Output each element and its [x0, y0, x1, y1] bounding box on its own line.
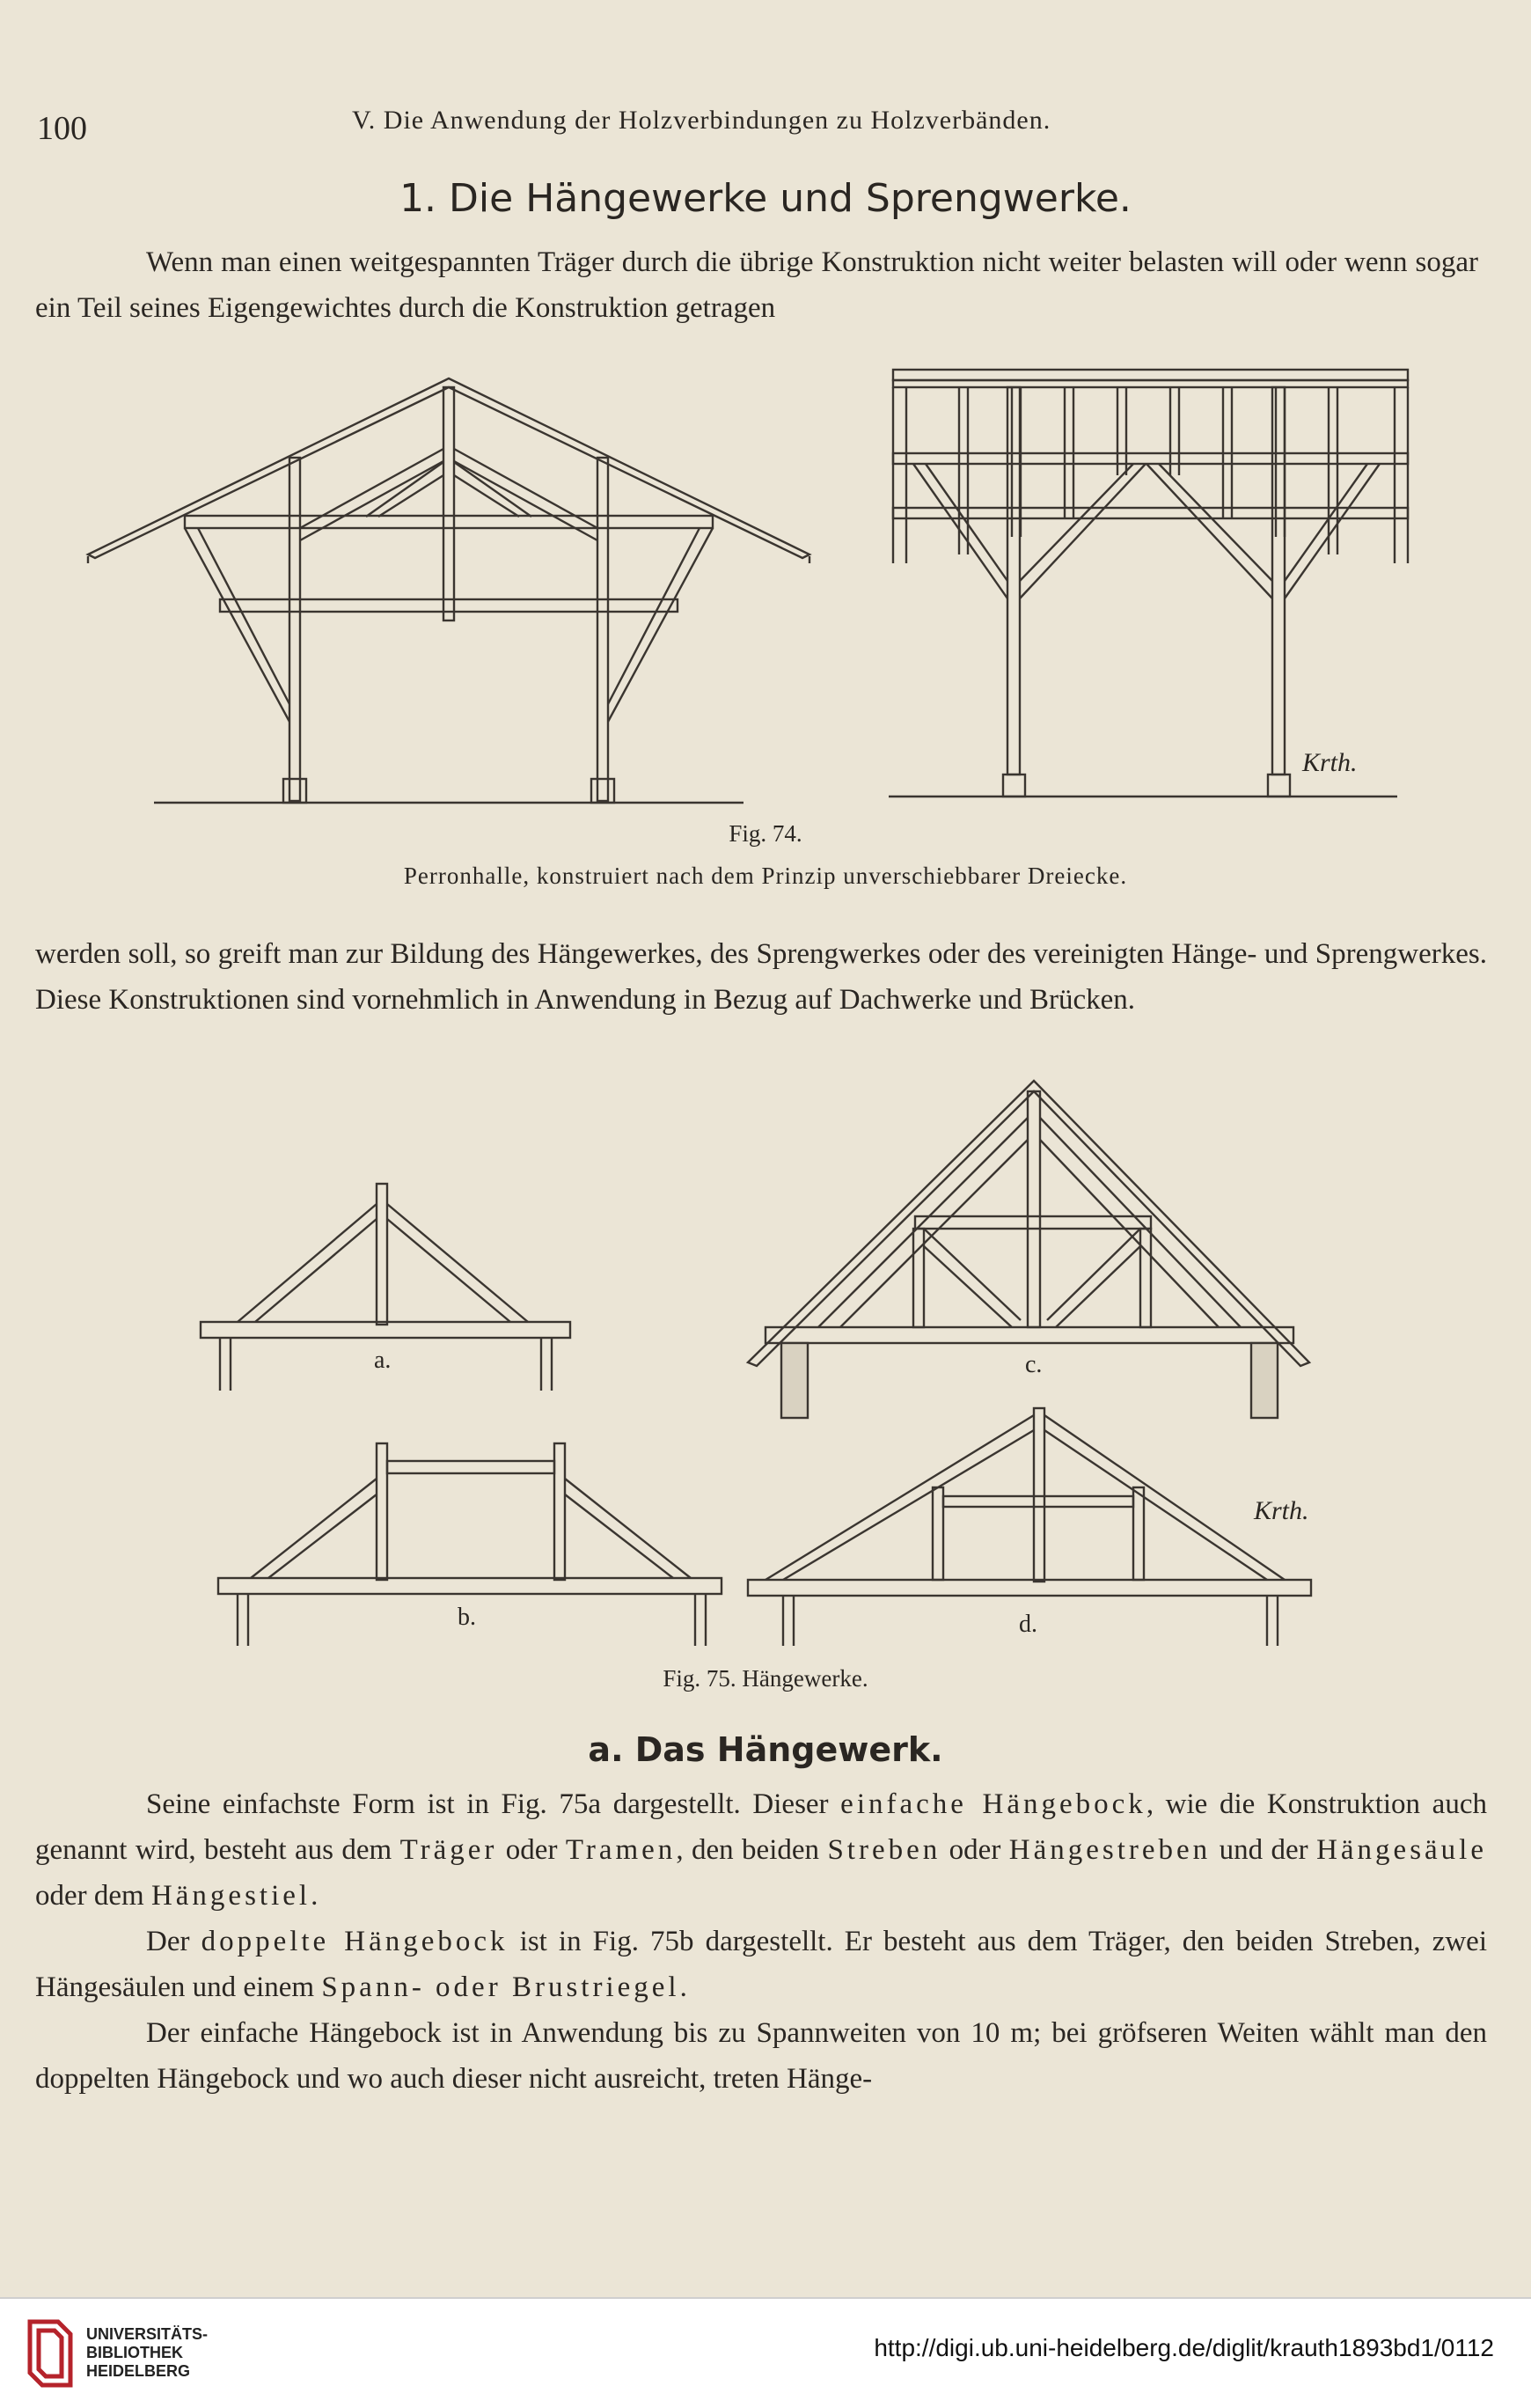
- p3-text: .: [311, 1880, 319, 1912]
- fig75a-label: a.: [374, 1347, 392, 1374]
- fig75-caption: Fig. 75. Hängewerke.: [663, 1665, 868, 1692]
- page-number: 100: [37, 110, 87, 147]
- term-spann-brustriegel: Spann- oder Brustriegel: [321, 1971, 680, 2003]
- term-haengestreben: Hängestreben: [1008, 1834, 1212, 1866]
- term-tramen: Tramen: [565, 1834, 677, 1866]
- library-name[interactable]: [86, 2325, 208, 2381]
- p3-text: , wie die Konstruktion auch genannt wird, besteht aus dem: [35, 1788, 1487, 1866]
- fig74-cross-section: [88, 378, 809, 803]
- fig75d-label: d.: [1019, 1611, 1037, 1638]
- term-haengesaeule: Hängesäule: [1316, 1834, 1487, 1866]
- p3-text: oder: [497, 1834, 566, 1866]
- fig75-signature: Krth.: [1254, 1496, 1309, 1525]
- paragraph-5: Der einfache Hängebock ist in Anwendung bis zu Spannweiten von 10 m; bei gröfseren Weiten wählt man den doppelten Hängebock und wo auch dieser nicht ausreicht, treten Hänge-: [35, 2017, 1487, 2095]
- term-traeger: Träger: [399, 1834, 498, 1866]
- paragraph-3: [35, 1781, 1487, 1919]
- p4-text: .: [679, 1971, 687, 2003]
- section-title: 1. Die Hängewerke und Sprengwerke.: [399, 176, 1132, 221]
- permalink-url[interactable]: http://digi.ub.uni-heidelberg.de/diglit/krauth1893bd1/0112: [874, 2334, 1494, 2361]
- term-haengestiel: Hängestiel: [150, 1880, 311, 1912]
- library-logo-icon[interactable]: [23, 2316, 77, 2390]
- fig74-number: Fig. 74.: [729, 820, 802, 847]
- p3-text: oder: [941, 1834, 1009, 1866]
- subsection-title: a. Das Hängewerk.: [588, 1730, 943, 1769]
- term-doppelte-haengebock: doppelte Hängebock: [201, 1926, 509, 1957]
- library-name-line: UNIVERSITÄTS-: [86, 2325, 209, 2343]
- footer-bar: [0, 2297, 1531, 2408]
- library-name-line: BIBLIOTHEK: [86, 2344, 183, 2361]
- p3-text: , den beiden: [676, 1834, 828, 1866]
- term-streben: Streben: [827, 1834, 941, 1866]
- running-title: V. Die Anwendung der Holzverbindungen zu Holzverbänden.: [352, 106, 1051, 135]
- term-einfache-haengebock: einfache Hängebock: [840, 1788, 1146, 1820]
- fig75b-label: b.: [458, 1604, 476, 1631]
- fig74-signature: Krth.: [1302, 748, 1358, 777]
- fig75c-label: c.: [1025, 1351, 1043, 1378]
- fig74-longitudinal-view: [889, 370, 1408, 797]
- fig74-caption: Perronhalle, konstruiert nach dem Prinzip unverschiebbarer Dreiecke.: [403, 863, 1128, 889]
- paragraph-1: Wenn man einen weitgespannten Träger durch die übrige Konstruktion nicht weiter belasten will oder wenn sogar ein Teil seines Eigengewichtes durch die Konstruktion getragen: [35, 246, 1478, 324]
- paragraph-4: [35, 1919, 1487, 2010]
- library-name-line: HEIDELBERG: [86, 2362, 191, 2380]
- p3-text: oder dem: [35, 1880, 151, 1912]
- p4-text: Der: [146, 1926, 201, 1957]
- paragraph-2: werden soll, so greift man zur Bildung des Hängewerkes, des Sprengwerkes oder des vereinigten Hänge- und Sprengwerkes. Diese Konstruktionen sind vornehmlich in Anwendung in Bezug auf Dachwerke und Brücken.: [35, 938, 1487, 1016]
- p4-text: ist in Fig. 75b dargestellt. Er besteht aus dem Träger, den beiden Streben, zwei Hängesäulen und einem: [35, 1926, 1487, 2003]
- p3-text: Seine einfachste Form ist in Fig. 75a dargestellt. Dieser: [146, 1788, 841, 1820]
- p3-text: und der: [1211, 1834, 1317, 1866]
- body-text: [35, 1781, 1487, 2102]
